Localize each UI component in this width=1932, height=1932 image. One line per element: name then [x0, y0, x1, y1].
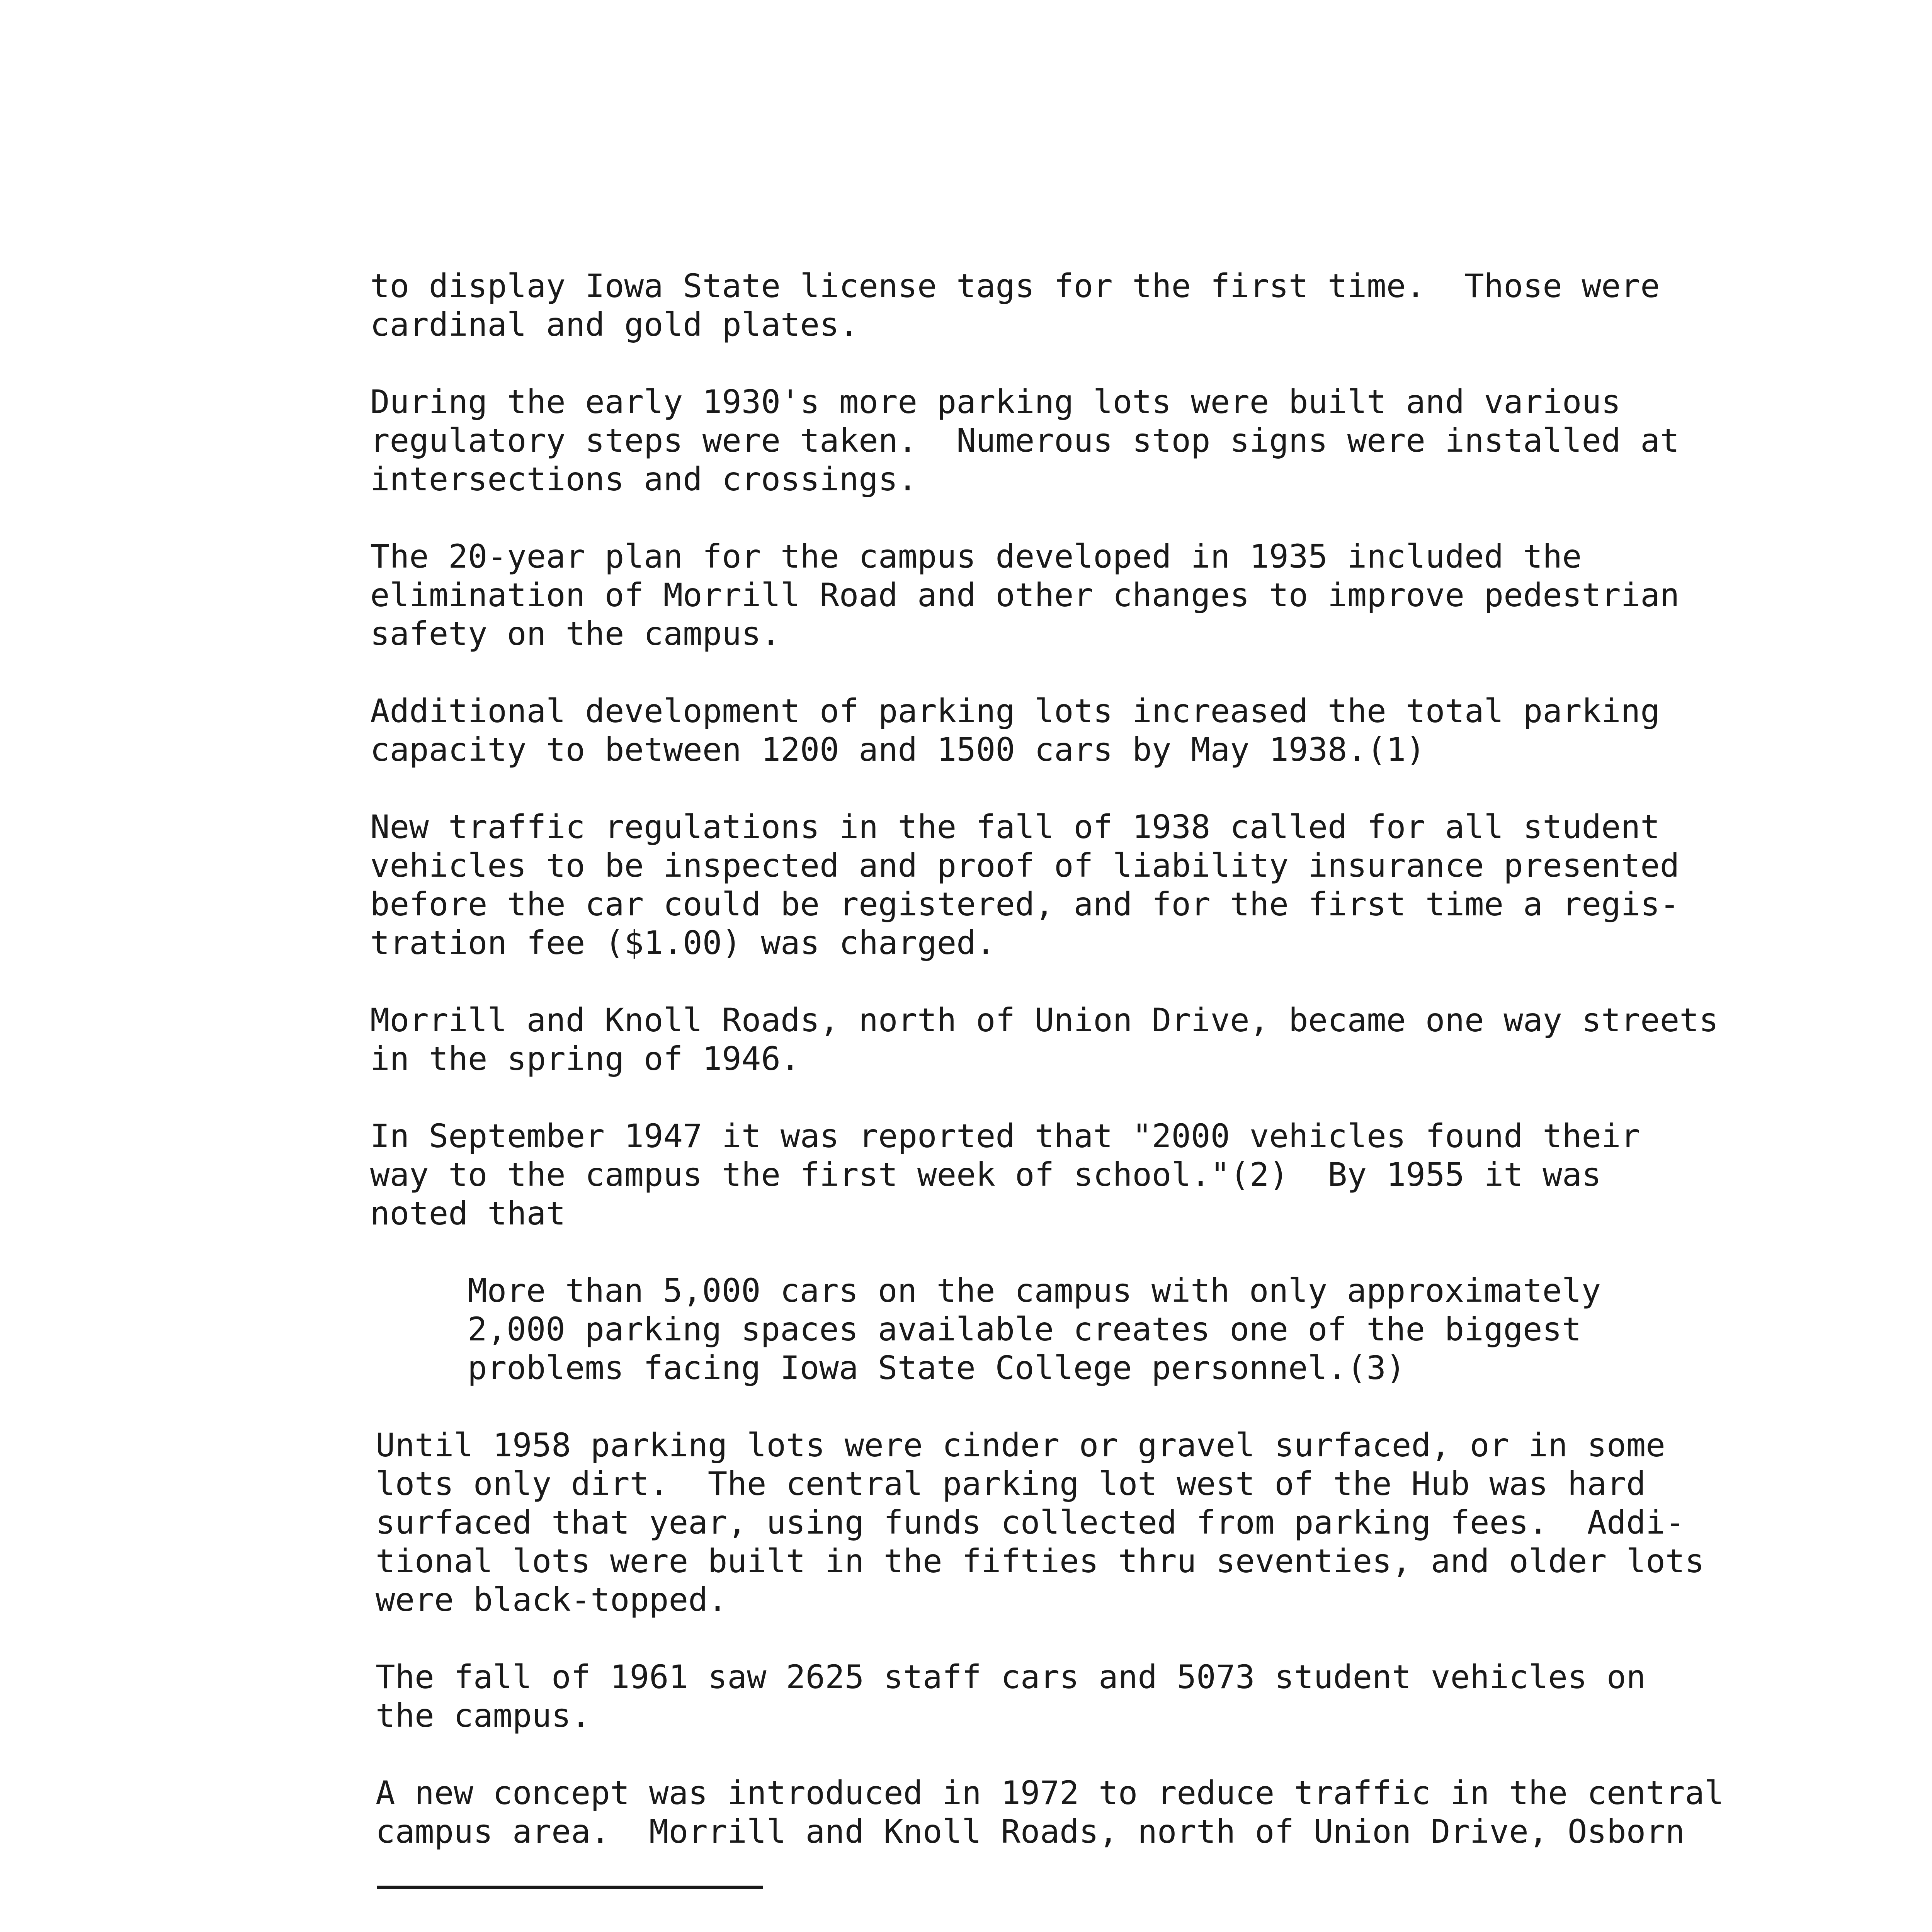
paragraph-fall-1961: The fall of 1961 saw 2625 staff cars and 5073 student vehicles on the campus. [376, 1658, 1646, 1735]
footnote-1 [386, 1928, 464, 1932]
paragraph-parking-capacity: Additional development of parking lots increased the total parking capacity to between 1200 and 1500 cars by May 1938.(1) [370, 692, 1660, 769]
paragraph-license-tags: to display Iowa State license tags for the first time. Those were cardinal and gold plates. [370, 267, 1660, 344]
paragraph-20-year-plan: The 20-year plan for the campus developed in 1935 included the elimination of Morrill Road and other changes to improve pedestrian safety on the campus. [370, 537, 1680, 653]
paragraph-traffic-regulations-1938: New traffic regulations in the fall of 1938 called for all student vehicles to be inspected and proof of liability insurance presented before the car could be registered, and for the first time a regis- tration fee ($1.00) was charged. [370, 808, 1680, 962]
paragraph-until-1958: Until 1958 parking lots were cinder or gravel surfaced, or in some lots only dirt. The central parking lot west of the Hub was hard surfaced that year, using funds collected from parking fees. Addi- tional lots were built in the fifties thru seventies, and older lots were black-topped. [376, 1426, 1704, 1619]
paragraph-one-way-streets: Morrill and Knoll Roads, north of Union Drive, became one way streets in the spring of 1946. [370, 1001, 1719, 1078]
block-quotation: More than 5,000 cars on the campus with only approximately 2,000 parking spaces available creates one of the biggest problems facing Iowa State College personnel.(3) [468, 1272, 1601, 1387]
paragraph-early-1930s: During the early 1930's more parking lots were built and various regulatory steps were taken. Numerous stop signs were installed at intersections and crossings. [370, 383, 1680, 498]
paragraph-september-1947: In September 1947 it was reported that "2000 vehicles found their way to the campus the first week of school."(2) By 1955 it was noted that [370, 1117, 1641, 1232]
paragraph-new-concept-1972: A new concept was introduced in 1972 to reduce traffic in the central campus area. Morrill and Knoll Roads, north of Union Drive, Osborn [376, 1774, 1724, 1850]
footnote-separator [377, 1886, 763, 1889]
